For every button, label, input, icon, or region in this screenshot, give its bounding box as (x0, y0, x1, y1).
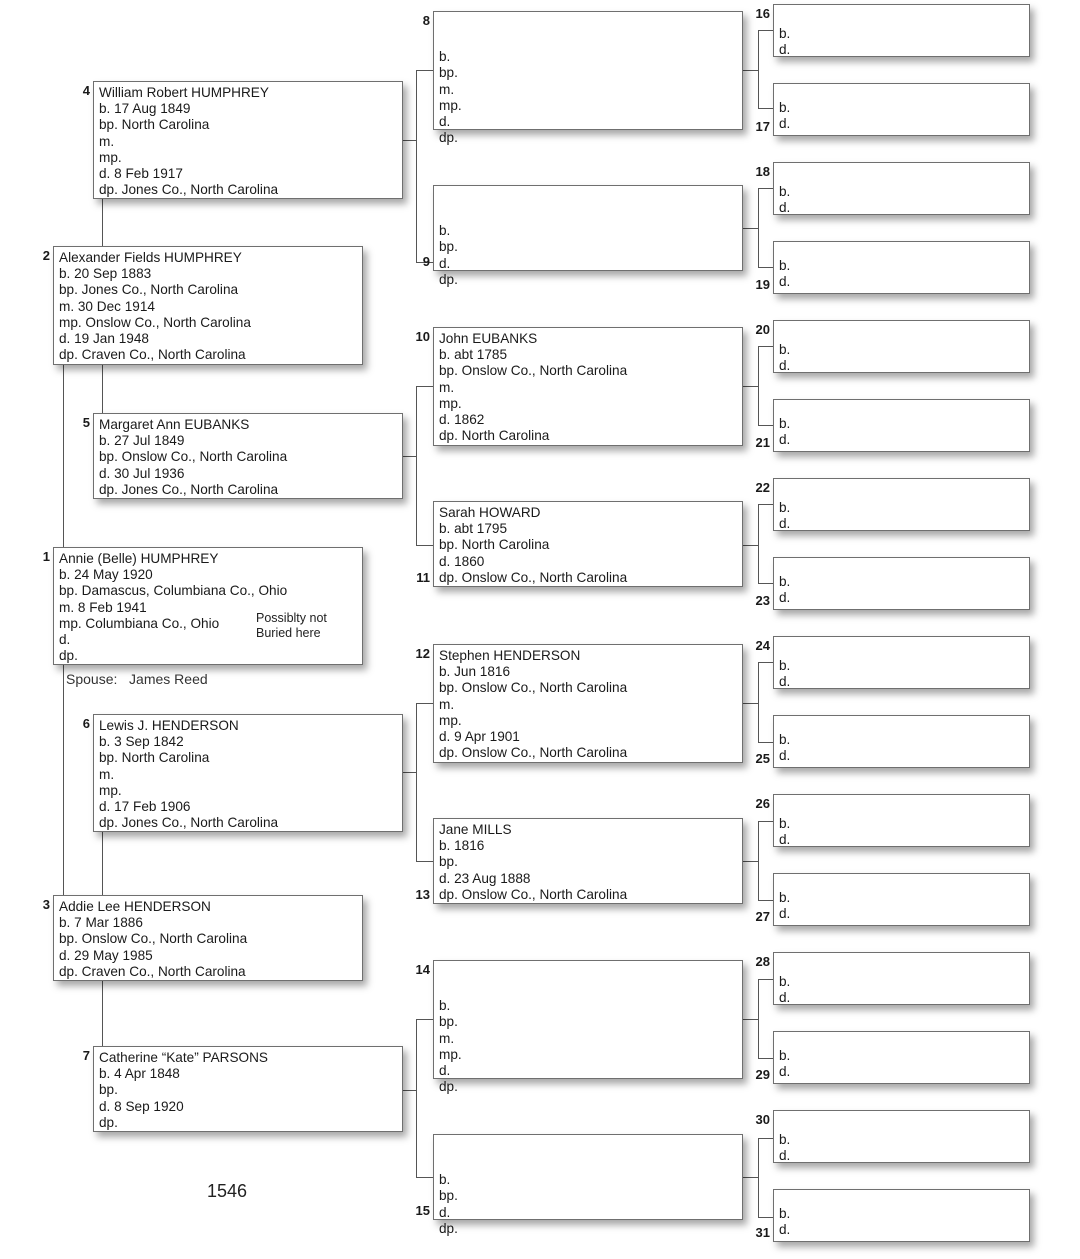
connector-line (758, 30, 759, 108)
person-detail: mp. (439, 712, 462, 728)
person-name: Jane MILLS (439, 822, 512, 837)
connector-line (743, 70, 758, 71)
person-number: 30 (755, 1112, 770, 1127)
person-detail: d. (779, 1148, 791, 1164)
person-number: 26 (755, 796, 770, 811)
person-detail: mp. (439, 1046, 462, 1062)
connector-line (758, 1138, 759, 1217)
person-detail: d. (779, 832, 791, 848)
person-number: 16 (755, 6, 770, 21)
person-detail: b. abt 1795 (439, 521, 508, 537)
person-number: 27 (755, 909, 770, 924)
person-name: Sarah HOWARD (439, 505, 541, 520)
person-detail: b. 4 Apr 1848 (99, 1066, 180, 1082)
person-number: 17 (755, 119, 770, 134)
connector-line (416, 703, 433, 704)
person-detail: mp. (439, 395, 462, 411)
person-detail: m. (99, 766, 115, 782)
person-detail: bp. (439, 239, 458, 255)
connector-line (758, 583, 773, 584)
person-detail (439, 982, 742, 998)
person-note (256, 611, 327, 641)
person-number: 20 (755, 322, 770, 337)
person-detail: bp. Onslow Co., North Carolina (439, 363, 628, 379)
connector-line (743, 1177, 758, 1178)
connector-line (758, 267, 773, 268)
person-name: Lewis J. HENDERSON (99, 718, 239, 733)
person-number: 23 (755, 593, 770, 608)
person-box-24 (773, 636, 1030, 689)
connector-line (743, 386, 758, 387)
connector-line (416, 386, 417, 545)
person-detail: b. Jun 1816 (439, 664, 511, 680)
person-number: 13 (415, 887, 430, 902)
person-box-11 (433, 501, 743, 587)
spouse-name: James Reed (129, 671, 208, 687)
person-detail: d. (59, 632, 71, 648)
note-line: Buried here (256, 626, 321, 640)
person-name: Alexander Fields HUMPHREY (59, 250, 242, 265)
person-name: Stephen HENDERSON (439, 648, 581, 663)
person-detail: dp. Onslow Co., North Carolina (439, 745, 628, 761)
connector-line (758, 900, 773, 901)
person-detail: bp. Damascus, Columbiana Co., Ohio (59, 583, 288, 599)
person-detail: d. 8 Sep 1920 (99, 1098, 184, 1114)
connector-line (416, 70, 433, 71)
person-detail: mp. Onslow Co., North Carolina (59, 314, 251, 330)
person-detail: m. (439, 379, 455, 395)
connector-line (758, 662, 759, 742)
connector-line (758, 662, 773, 663)
connector-line (758, 188, 759, 267)
person-box-6 (93, 714, 403, 832)
person-detail: b. (779, 342, 791, 357)
person-number: 12 (415, 646, 430, 661)
person-detail: mp. (99, 149, 122, 165)
person-detail: b. (779, 26, 791, 41)
person-detail: d. 29 May 1985 (59, 947, 153, 963)
person-box-30 (773, 1110, 1030, 1163)
connector-line (758, 188, 773, 189)
connector-line (416, 1019, 433, 1020)
person-detail: d. (779, 516, 791, 532)
person-box-8 (433, 11, 743, 146)
person-detail: d. (779, 116, 791, 132)
connector-line (758, 979, 759, 1058)
person-name: William Robert HUMPHREY (99, 85, 269, 100)
person-detail: m. (439, 696, 455, 712)
person-detail: b. (779, 574, 791, 589)
person-name: Addie Lee HENDERSON (59, 899, 211, 914)
person-detail: bp. (439, 854, 458, 870)
person-detail: d. (439, 1063, 451, 1078)
person-number: 10 (415, 329, 430, 344)
person-detail: d. 19 Jan 1948 (59, 331, 149, 347)
connector-line (743, 861, 758, 862)
person-detail: d. (779, 200, 791, 216)
person-box-7 (93, 1046, 403, 1132)
person-detail: b. 24 May 1920 (59, 567, 153, 583)
person-name: Margaret Ann EUBANKS (99, 417, 250, 432)
person-number: 7 (82, 1048, 90, 1063)
person-number: 28 (755, 954, 770, 969)
person-detail: b. abt 1785 (439, 347, 508, 363)
person-detail: d. 1860 (439, 553, 485, 569)
connector-line (63, 665, 64, 895)
connector-line (416, 1177, 433, 1178)
person-name: Annie (Belle) HUMPHREY (59, 551, 219, 566)
person-number: 24 (755, 638, 770, 653)
person-detail: b. (779, 1048, 791, 1063)
person-detail: mp. (99, 782, 122, 798)
person-detail: b. (439, 223, 451, 239)
connector-line (743, 545, 758, 546)
person-detail: b. (779, 416, 791, 431)
connector-line (758, 504, 773, 505)
connector-line (758, 108, 773, 109)
person-detail: dp. Onslow Co., North Carolina (439, 886, 628, 902)
person-detail: m. (439, 1030, 455, 1046)
connector-line (416, 703, 417, 861)
person-detail: b. (779, 258, 791, 273)
person-detail: b. (779, 658, 791, 673)
connector-line (758, 425, 773, 426)
connector-line (758, 1217, 773, 1218)
person-box-16 (773, 4, 1030, 57)
person-detail: b. (779, 100, 791, 115)
connector-line (416, 861, 433, 862)
person-detail: b. 27 Jul 1849 (99, 433, 185, 449)
person-detail: b. (779, 1132, 791, 1147)
person-detail: b. (439, 1172, 451, 1188)
person-detail: bp. Onslow Co., North Carolina (439, 680, 628, 696)
person-detail: d. 9 Apr 1901 (439, 729, 520, 745)
person-box-5 (93, 413, 403, 499)
person-detail: b. 7 Mar 1886 (59, 915, 143, 931)
person-number: 25 (755, 751, 770, 766)
connector-line (416, 386, 433, 387)
person-number: 18 (755, 164, 770, 179)
person-box-10 (433, 327, 743, 446)
connector-line (758, 979, 773, 980)
connector-line (743, 703, 758, 704)
person-detail: d. (779, 590, 791, 606)
person-detail: dp. (439, 1220, 458, 1236)
person-detail: bp. Onslow Co., North Carolina (99, 449, 288, 465)
connector-line (416, 70, 417, 262)
person-detail: dp. Jones Co., North Carolina (99, 815, 279, 831)
person-detail: d. (779, 990, 791, 1006)
person-detail: d. (439, 255, 451, 271)
person-box-1 (53, 547, 363, 665)
person-box-25 (773, 715, 1030, 768)
person-box-12 (433, 644, 743, 763)
person-box-29 (773, 1031, 1030, 1084)
connector-line (758, 346, 759, 425)
spouse-line (66, 671, 208, 687)
connector-line (102, 832, 103, 895)
person-box-14 (433, 960, 743, 1095)
person-number: 6 (82, 716, 90, 731)
person-detail: dp. Jones Co., North Carolina (99, 481, 279, 497)
person-detail: bp. (99, 1082, 118, 1098)
person-box-31 (773, 1189, 1030, 1242)
person-detail: d. (779, 1222, 791, 1238)
person-number: 29 (755, 1067, 770, 1082)
person-box-26 (773, 794, 1030, 847)
person-box-20 (773, 320, 1030, 373)
person-detail (439, 33, 742, 49)
person-box-17 (773, 83, 1030, 136)
connector-line (416, 545, 433, 546)
person-detail: bp. (439, 65, 458, 81)
person-number: 2 (42, 248, 50, 263)
person-detail (439, 207, 742, 223)
person-detail: dp. Jones Co., North Carolina (99, 182, 279, 198)
connector-line (416, 1019, 417, 1177)
connector-line (743, 1019, 758, 1020)
person-detail: dp. (439, 130, 458, 146)
person-box-19 (773, 241, 1030, 294)
connector-line (63, 365, 64, 547)
connector-line (102, 365, 103, 413)
connector-line (403, 772, 416, 773)
page-number: 1546 (207, 1181, 248, 1201)
person-box-23 (773, 557, 1030, 610)
person-detail: dp. (59, 648, 78, 664)
connector-line (758, 504, 759, 583)
person-number: 22 (755, 480, 770, 495)
person-detail: d. (779, 42, 791, 58)
person-detail: dp. Craven Co., North Carolina (59, 347, 246, 363)
person-number: 3 (42, 897, 50, 912)
person-detail: m. (439, 81, 455, 97)
person-detail: bp. Onslow Co., North Carolina (59, 931, 248, 947)
person-detail: b. 17 Aug 1849 (99, 101, 191, 117)
connector-line (758, 1058, 773, 1059)
connector-line (758, 1138, 773, 1139)
person-detail: d. (779, 1064, 791, 1080)
person-detail: b. (779, 500, 791, 515)
person-detail: mp. (439, 97, 462, 113)
connector-line (403, 140, 416, 141)
person-detail: b. (439, 998, 451, 1014)
person-detail: d. (779, 432, 791, 448)
person-number: 5 (82, 415, 90, 430)
connector-line (758, 821, 773, 822)
person-detail: bp. North Carolina (99, 117, 210, 133)
connector-line (743, 228, 758, 229)
person-detail: bp. (439, 1188, 458, 1204)
person-box-9 (433, 185, 743, 287)
person-number: 21 (755, 435, 770, 450)
person-detail: bp. Jones Co., North Carolina (59, 282, 239, 298)
person-detail (439, 1156, 742, 1172)
connector-line (758, 742, 773, 743)
person-number: 4 (82, 83, 90, 98)
person-detail: bp. (439, 1014, 458, 1030)
person-box-18 (773, 162, 1030, 215)
person-box-22 (773, 478, 1030, 531)
connector-line (403, 1090, 416, 1091)
person-box-4 (93, 81, 403, 199)
person-box-13 (433, 818, 743, 904)
person-detail: dp. (439, 271, 458, 287)
person-detail: bp. North Carolina (439, 537, 550, 553)
person-detail: d. 30 Jul 1936 (99, 465, 185, 481)
person-detail: d. 23 Aug 1888 (439, 870, 531, 886)
person-detail: dp. (99, 1114, 118, 1130)
person-detail: d. (439, 114, 451, 129)
person-number: 31 (755, 1225, 770, 1240)
connector-line (758, 821, 759, 900)
person-detail: d. (779, 674, 791, 690)
person-box-2 (53, 246, 363, 365)
person-detail: dp. (439, 1079, 458, 1095)
person-detail: d. (779, 274, 791, 290)
person-detail: mp. Columbiana Co., Ohio (59, 615, 220, 631)
person-box-28 (773, 952, 1030, 1005)
spouse-label: Spouse: (66, 671, 118, 687)
person-detail: d. 17 Feb 1906 (99, 799, 191, 815)
person-detail: d. 1862 (439, 412, 485, 428)
person-box-15 (433, 1134, 743, 1236)
person-number: 1 (42, 549, 50, 564)
connector-line (758, 346, 773, 347)
person-number: 19 (755, 277, 770, 292)
person-name: Catherine “Kate” PARSONS (99, 1050, 268, 1065)
person-detail: b. (779, 890, 791, 905)
person-detail: b. (779, 184, 791, 199)
person-detail: b. (779, 732, 791, 747)
person-detail: b. (779, 974, 791, 989)
person-detail: b. 3 Sep 1842 (99, 734, 184, 750)
person-detail: b. 20 Sep 1883 (59, 266, 152, 282)
person-detail: bp. North Carolina (99, 750, 210, 766)
person-detail: m. (99, 133, 115, 149)
person-number: 8 (422, 13, 430, 28)
person-detail: dp. Onslow Co., North Carolina (439, 569, 628, 585)
person-box-27 (773, 873, 1030, 926)
person-detail: d. (779, 358, 791, 374)
person-detail: d. 8 Feb 1917 (99, 166, 183, 182)
connector-line (102, 981, 103, 1046)
person-number: 11 (416, 570, 430, 585)
connector-line (403, 456, 416, 457)
note-line: Possiblty not (256, 611, 327, 625)
person-detail: b. (439, 49, 451, 65)
connector-line (102, 199, 103, 246)
person-number: 14 (415, 962, 430, 977)
person-number: 9 (422, 254, 430, 269)
person-detail: b. (779, 816, 791, 831)
person-name: John EUBANKS (439, 331, 538, 346)
person-detail: d. (439, 1204, 451, 1220)
person-detail: d. (779, 906, 791, 922)
person-number: 15 (415, 1203, 430, 1218)
person-detail: d. (779, 748, 791, 764)
person-detail: m. 8 Feb 1941 (59, 599, 147, 615)
person-detail: m. 30 Dec 1914 (59, 298, 155, 314)
person-box-21 (773, 399, 1030, 452)
person-detail: dp. North Carolina (439, 428, 550, 444)
person-detail: b. 1816 (439, 838, 485, 854)
connector-line (758, 30, 773, 31)
person-detail: dp. Craven Co., North Carolina (59, 963, 246, 979)
person-detail: b. (779, 1206, 791, 1221)
person-box-3 (53, 895, 363, 981)
